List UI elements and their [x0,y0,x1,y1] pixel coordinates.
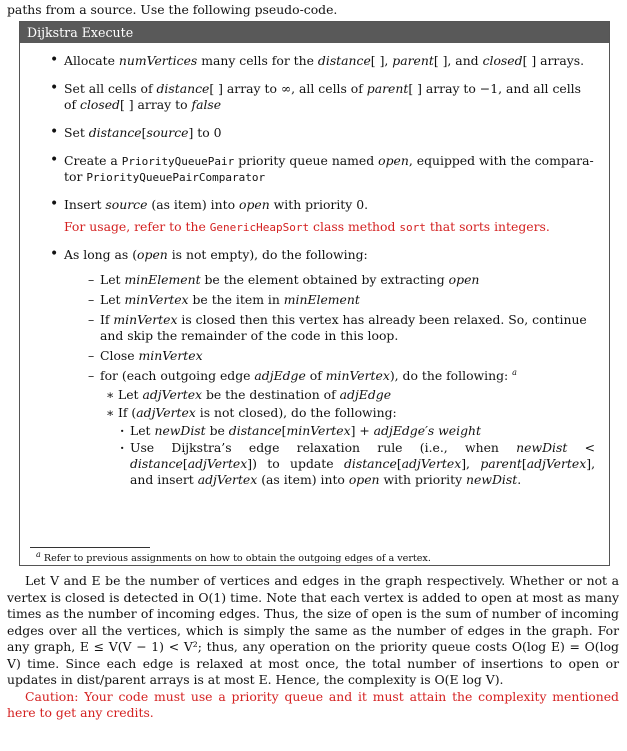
loop-close: – Close minVertex [88,348,595,364]
relax-rule: · Use Dijkstra’s edge relaxation rule (i.e., when newDist < distance[adjVertex]) to update distance[adjVertex], parent[adjVertex], and insert adjVertex (as item) into open with priority newDist. [120,440,595,488]
step-insert-source: • Insert source (as item) into open with priority 0. For usage, refer to the GenericHeapSort class method sort that sorts integers. [50,197,595,235]
loop-extract: – Let minElement be the element obtained by extracting open [88,272,595,288]
relax-newdist: · Let newDist be distance[minVertex] + adjEdge′s weight [120,423,595,439]
step-main-loop: • As long as (open is not empty), do the following: – Let minElement be the element obtained by extracting open – Let minVertex be the item in minElement – If minVertex is closed then this vertex has already been relaxed. So, continue and skip the remainder of the code in this loop. – Close minVertex – for (each outgoing edge adjEdge of minVertex), do the following: $^a$ ∗ Let adjVertex be the destination of adjEdge ∗ If (adjVertex is not closed), do the following: · Let newDist be distance[minVertex] + adjEdge′s weight · Use Dijkstra’s edge relaxation rule (i.e., when newDist < distance[adjVertex]) to update distance[adjVertex], parent[adjVertex], and insert adjVertex (as item) into open with priority newDist. [50,247,595,489]
step-initialize: • Set all cells of distance[ ] array to ∞, all cells of parent[ ] array to −1, and all cells of closed[ ] array to false [50,81,595,113]
caution-note: Caution: Your code must use a priority queue and it must attain the complexity mentioned here to get any credits. [7,688,619,720]
intro-text: paths from a source. Use the following pseudo-code. [7,2,338,17]
loop-list [64,272,595,488]
box-body [20,43,609,488]
footnote-marker: a [512,367,517,377]
loop-edges: – for (each outgoing edge adjEdge of minVertex), do the following: $^a$ ∗ Let adjVertex be the destination of adjEdge ∗ If (adjVertex is not closed), do the following: · Let newDist be distance[minVertex] + adjEdge′s weight · Use Dijkstra’s edge relaxation rule (i.e., when newDist < distance[adjVertex]) to update distance[adjVertex], parent[adjVertex], and insert adjVertex (as item) into open with priority newDist. [88,368,595,488]
complexity-analysis [7,573,619,722]
footnote-rule [30,547,150,548]
loop-min-vertex: – Let minVertex be the item in minElement [88,292,595,308]
analysis-paragraph: Let V and E be the number of vertices and edges in the graph respectively. Whether or not a vertex is closed is detected in O(1) time. Note that each vertex is added to open at most as many times as the number of incoming edges. Thus, the size of open is the sum of number of incoming edges over all the vertices, which is simply the same as the number of edges in the graph. For any graph, E ≤ V(V − 1) < V²; thus, any operation on the priority queue costs O(log E) = O(log V) time. Since each edge is relaxed at most once, the total number of insertions to open or updates in dist/parent arrays is at most E. Hence, the complexity is O(E log V). [7,573,619,687]
step-create-queue: • Create a PriorityQueuePair priority queue named open, equipped with the compara-tor PriorityQueuePairComparator [50,153,595,185]
relax-list [118,423,595,489]
footnote: $^a$ Refer to previous assignments on how to obtain the outgoing edges of a vertex. [36,550,431,565]
loop-skip-closed: – If minVertex is closed then this vertex has already been relaxed. So, continue and skip the remainder of the code in this loop. [88,312,595,344]
edge-if-open: ∗ If (adjVertex is not closed), do the following: · Let newDist be distance[minVertex] + adjEdge′s weight · Use Dijkstra’s edge relaxation rule (i.e., when newDist < distance[adjVertex]) to update distance[adjVertex], parent[adjVertex], and insert adjVertex (as item) into open with priority newDist. [106,405,595,488]
box-title: Dijkstra Execute [20,22,609,43]
usage-note: For usage, refer to the GenericHeapSort class method sort that sorts integers. [64,218,550,234]
step-set-source: • Set distance[source] to 0 [50,125,595,141]
edge-destination: ∗ Let adjVertex be the destination of adjEdge [106,387,595,403]
algorithm-box [19,21,610,566]
step-allocate: • Allocate numVertices many cells for the distance[ ], parent[ ], and closed[ ] arrays. [50,53,595,69]
step-list [50,53,595,488]
edge-list [100,387,595,488]
